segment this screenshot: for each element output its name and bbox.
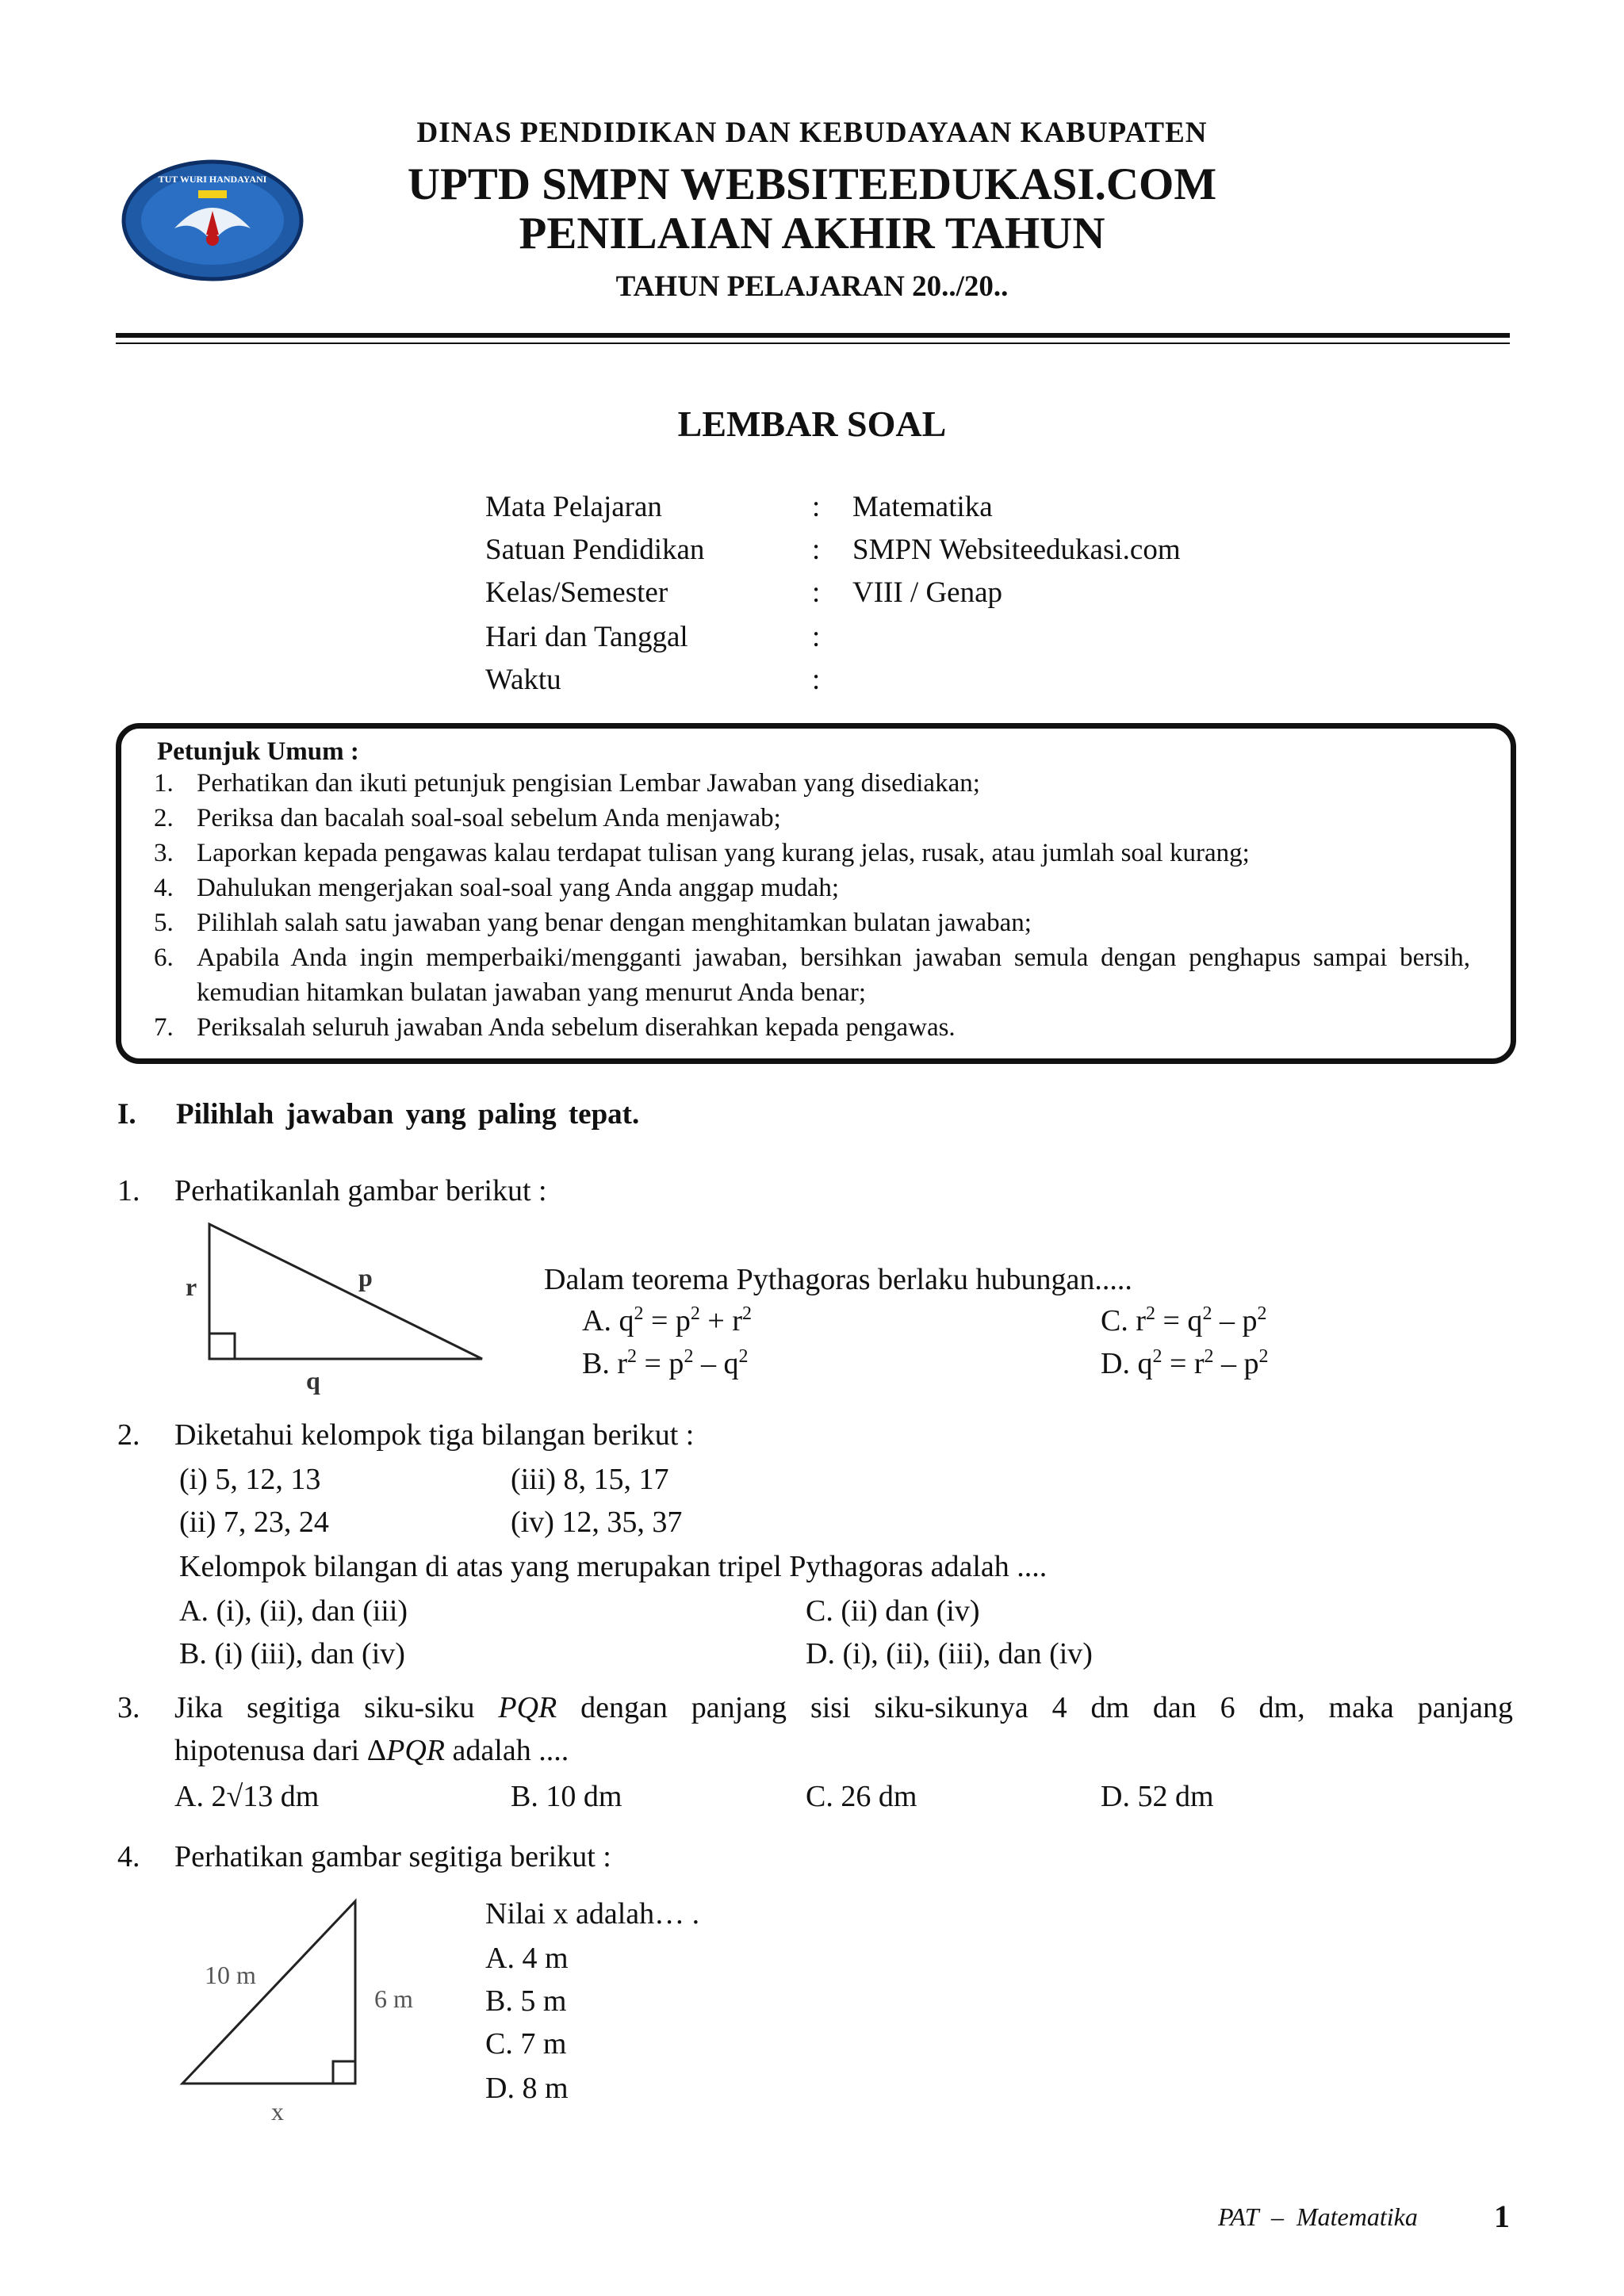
header-rule-thick [116, 333, 1510, 338]
q4-option-d[interactable]: D. 8 m [485, 2072, 569, 2105]
q4-number: 4. [117, 1840, 140, 1873]
q2-group: (iv) 12, 35, 37 [511, 1506, 683, 1539]
q2-option-a[interactable]: A. (i), (ii), dan (iii) [179, 1594, 408, 1628]
exam-name: PENILAIAN AKHIR TAHUN [519, 209, 1105, 258]
q3-option-d[interactable]: D. 52 dm [1101, 1780, 1214, 1813]
q4-prompt: Nilai x adalah… . [485, 1897, 700, 1931]
q4-label-side: 6 m [374, 1984, 413, 2013]
agency-name: DINAS PENDIDIKAN DAN KEBUDAYAAN KABUPATEN [416, 117, 1208, 149]
q3-option-c[interactable]: C. 26 dm [806, 1780, 917, 1813]
q2-group: (i) 5, 12, 13 [179, 1463, 321, 1496]
q3-number: 3. [117, 1691, 140, 1724]
q1-option-c[interactable]: C. $r^2 = q^2 - p^2$ [1101, 1303, 1267, 1337]
svg-text:TUT WURI HANDAYANI: TUT WURI HANDAYANI [158, 174, 267, 185]
q2-option-c[interactable]: C. (ii) dan (iv) [806, 1594, 980, 1628]
q1-option-d[interactable]: D. $q^2 = r^2 - p^2$ [1101, 1346, 1269, 1380]
q2-prompt: Kelompok bilangan di atas yang merupakan tripel Pythagoras adalah .... [179, 1550, 1048, 1583]
q2-option-b[interactable]: B. (i) (iii), dan (iv) [179, 1637, 405, 1670]
q3-option-b[interactable]: B. 10 dm [511, 1780, 622, 1813]
section-number: I. [117, 1098, 136, 1131]
q2-number: 2. [117, 1418, 140, 1452]
q1-label-p: p [358, 1263, 373, 1292]
q1-prompt: Dalam teorema Pythagoras berlaku hubungan..... [544, 1263, 1132, 1296]
header-rule-thin [116, 342, 1510, 344]
q2-option-d[interactable]: D. (i), (ii), (iii), dan (iv) [806, 1637, 1093, 1670]
school-name: UPTD SMPN WEBSITEEDUKASI.COM [407, 159, 1217, 209]
q3-text-line2: hipotenusa dari ΔPQR adalah .... [174, 1734, 569, 1767]
q1-option-b[interactable]: B. $r^2 = p^2 - q^2$ [582, 1346, 749, 1380]
q4-option-c[interactable]: C. 7 m [485, 2027, 567, 2061]
section-title: Pilihlah jawaban yang paling tepat. [176, 1098, 640, 1131]
q1-text: Perhatikanlah gambar berikut : [174, 1174, 547, 1207]
q4-option-a[interactable]: A. 4 m [485, 1942, 569, 1975]
q1-triangle-figure [174, 1213, 508, 1395]
q2-group: (ii) 7, 23, 24 [179, 1506, 329, 1539]
page-title: LEMBAR SOAL [677, 404, 947, 444]
academic-year: TAHUN PELAJARAN 20../20.. [615, 270, 1009, 303]
footer-label: PAT – Matematika [1218, 2202, 1418, 2231]
q3-option-a[interactable]: A. 2√13 dm [174, 1780, 320, 1813]
q1-label-q: q [306, 1366, 320, 1395]
q4-label-hypotenuse: 10 m [205, 1961, 256, 1989]
q4-label-base: x [271, 2097, 284, 2126]
q4-option-b[interactable]: B. 5 m [485, 1984, 567, 2018]
q1-number: 1. [117, 1174, 140, 1207]
q1-option-a[interactable]: A. $q^2 = p^2 + r^2$ [582, 1303, 752, 1337]
q2-text: Diketahui kelompok tiga bilangan berikut : [174, 1418, 695, 1452]
page-number: 1 [1494, 2198, 1510, 2234]
q4-triangle-figure [174, 1890, 460, 2128]
q4-text: Perhatikan gambar segitiga berikut : [174, 1840, 611, 1873]
q1-label-r: r [186, 1272, 197, 1301]
q2-group: (iii) 8, 15, 17 [511, 1463, 669, 1496]
instructions-title: Petunjuk Umum : [157, 737, 359, 766]
q3-text-line1: Jika segitiga siku-siku PQR dengan panjang sisi siku-sikunya 4 dm dan 6 dm, maka panjang [174, 1691, 1513, 1724]
